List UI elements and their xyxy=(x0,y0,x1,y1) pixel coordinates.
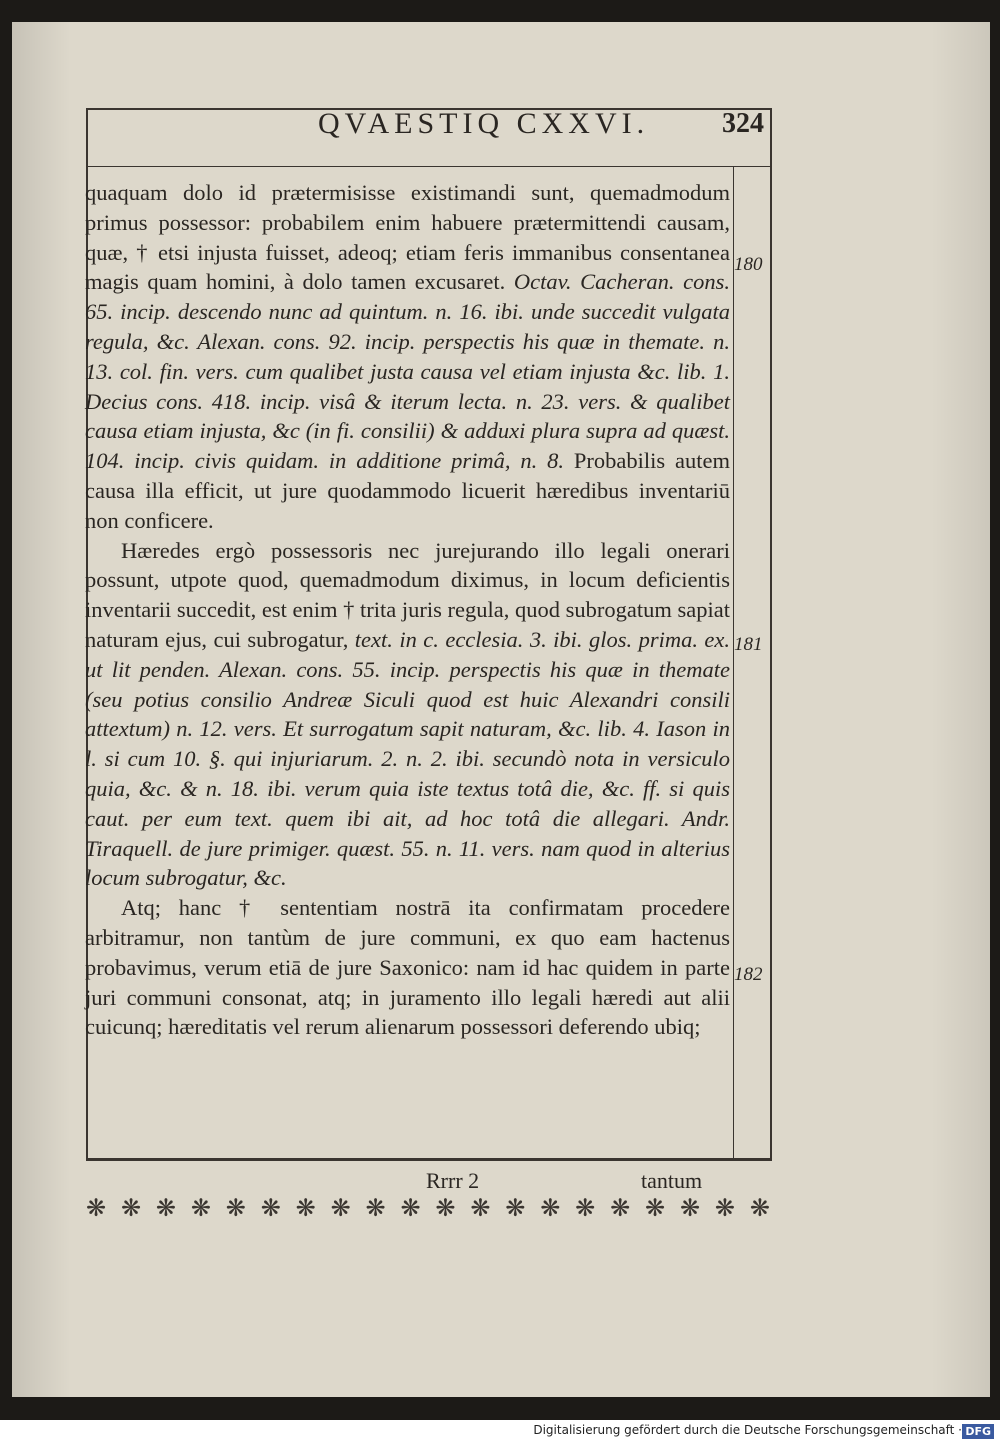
bottom-rule xyxy=(86,1158,772,1161)
citation: text. in c. ecclesia. 3. ibi. glos. prima. ex. ut lit penden. Alexan. cons. 55. incip. perspectis his quæ in themate (seu potius consilio Andreæ Siculi quod est huic Alexandri consili attextum) n. 12. vers. Et surrogatum sapit naturam, &c. lib. 4. Iason in l. si cum 10. §. qui injuriarum. 2. n. 2. ibi. secundò nota in versiculo quia, &c. & n. 18. ibi. verum quia iste textus totâ die, &c. ff. si quis caut. per eum text. quem ibi ait, ad hoc totâ die allegari. Andr. Tiraquell. de jure primiger. quæst. 55. n. 11. vers. nam quod in alterius locum subrogatur, &c. xyxy=(85,626,730,891)
paragraph-3: Atq; hanc † sententiam nostrā ita confirmatam procedere arbitramur, non tantùm de jure communi, ex quo eam hactenus probavimus, verum etiā de jure Saxonico: nam id hac quidem in parte juri communi consonat, atq; in juramento illo legali hæredi aut alii cuicunq; hæreditatis vel rerum alienarum possessori deferendo ubiq; xyxy=(85,895,730,1040)
paragraph-2: Hæredes ergò possessoris nec jurejurando illo legali onerari possunt, utpote quod, quemadmodum diximus, in locum deficientis inventarii succedit, est enim † trita juris regula, quod subrogatum sapiat naturam ejus, cui subrogatur, text. in c. ecclesia. 3. ibi. glos. prima. ex. ut lit penden. Alexan. cons. 55. incip. perspectis his quæ in themate (seu potius consilio Andreæ Siculi quod est huic Alexandri consili attextum) n. 12. vers. Et surrogatum sapit naturam, &c. lib. 4. Iason in l. si cum 10. §. qui injuriarum. 2. n. 2. ibi. secundò nota in versiculo quia, &c. & n. 18. ibi. verum quia iste textus totâ die, &c. ff. si quis caut. per eum text. quem ibi ait, ad hoc totâ die allegari. Andr. Tiraquell. de jure primiger. quæst. 55. n. 11. vers. nam quod in alterius locum subrogatur, &c. xyxy=(85,537,730,891)
catchword: tantum xyxy=(641,1168,703,1193)
running-head: QVAESTIQ CXXVI. xyxy=(318,107,650,140)
margin-note-180: 180 xyxy=(734,254,763,275)
footer-bar xyxy=(0,1420,1000,1443)
ornament-band xyxy=(86,1188,770,1228)
ornament-icon: ❋ xyxy=(190,1194,211,1222)
ornament-icon: ❋ xyxy=(155,1194,176,1222)
ornament-icon: ❋ xyxy=(505,1194,526,1222)
right-frame-rule xyxy=(770,108,772,1160)
main-text xyxy=(85,178,730,1042)
margin-note-181: 181 xyxy=(734,634,763,655)
signature-mark: Rrrr 2 xyxy=(426,1168,480,1193)
ornament-icon: ❋ xyxy=(470,1194,491,1222)
dfg-logo: DFG xyxy=(962,1424,994,1439)
ornament-icon: ❋ xyxy=(365,1194,386,1222)
ornament-icon: ❋ xyxy=(575,1194,596,1222)
margin-note-182: 182 xyxy=(734,964,763,985)
ornament-icon: ❋ xyxy=(679,1194,701,1222)
funding-notice: Digitalisierung gefördert durch die Deutsche Forschungsgemeinschaft · xyxy=(533,1423,962,1437)
header-rule xyxy=(86,166,772,167)
ornament-icon: ❋ xyxy=(610,1194,631,1222)
page-number: 324 xyxy=(722,108,764,139)
citation: Octav. Cacheran. cons. 65. incip. descendo nunc ad quintum. n. 16. ibi. unde succedit vulgata regula, &c. Alexan. cons. 92. incip. perspectis his quæ in themate. n. 13. col. fin. vers. cum qualibet justa causa vel etiam injusta &c. lib. 1. Decius cons. 418. incip. visâ & iterum lecta. n. 23. vers. & qualibet causa etiam injusta, &c (in fi. consilii) & adduxi plura supra ad quæst. 104. incip. civis quidam. in additione primâ, n. 8. xyxy=(85,269,730,474)
ornament-icon: ❋ xyxy=(435,1194,456,1222)
ornament-icon: ❋ xyxy=(714,1194,735,1222)
ornament-icon: ❋ xyxy=(225,1194,246,1222)
ornament-icon: ❋ xyxy=(400,1194,421,1222)
ornament-icon: ❋ xyxy=(645,1194,666,1222)
ornament-icon: ❋ xyxy=(86,1194,107,1222)
ornament-icon: ❋ xyxy=(540,1194,561,1222)
ornament-icon: ❋ xyxy=(330,1194,351,1222)
ornament-icon: ❋ xyxy=(749,1194,770,1222)
paragraph-1: quaquam dolo id prætermisisse existimandi sunt, quemadmodum primus possessor: probabilem enim habuere prætermittendi causam, quæ, † etsi injusta fuisset, adeoq; etiam feris immanibus consentanea magis quam homini, à dolo tamen excusaret. Octav. Cacheran. cons. 65. incip. descendo nunc ad quintum. n. 16. ibi. unde succedit vulgata regula, &c. Alexan. cons. 92. incip. perspectis his quæ in themate. n. 13. col. fin. vers. cum qualibet justa causa vel etiam injusta &c. lib. 1. Decius cons. 418. incip. visâ & iterum lecta. n. 23. vers. & qualibet causa etiam injusta, &c (in fi. consilii) & adduxi plura supra ad quæst. 104. incip. civis quidam. in additione primâ, n. 8. Probabilis autem causa illa efficit, ut jure quodammodo licuerit hæredibus inventariū non conficere. xyxy=(85,180,731,533)
ornament-icon: ❋ xyxy=(120,1194,142,1222)
ornament-icon: ❋ xyxy=(260,1194,281,1222)
ornament-icon: ❋ xyxy=(295,1194,316,1222)
text-column-rule xyxy=(733,166,734,1160)
